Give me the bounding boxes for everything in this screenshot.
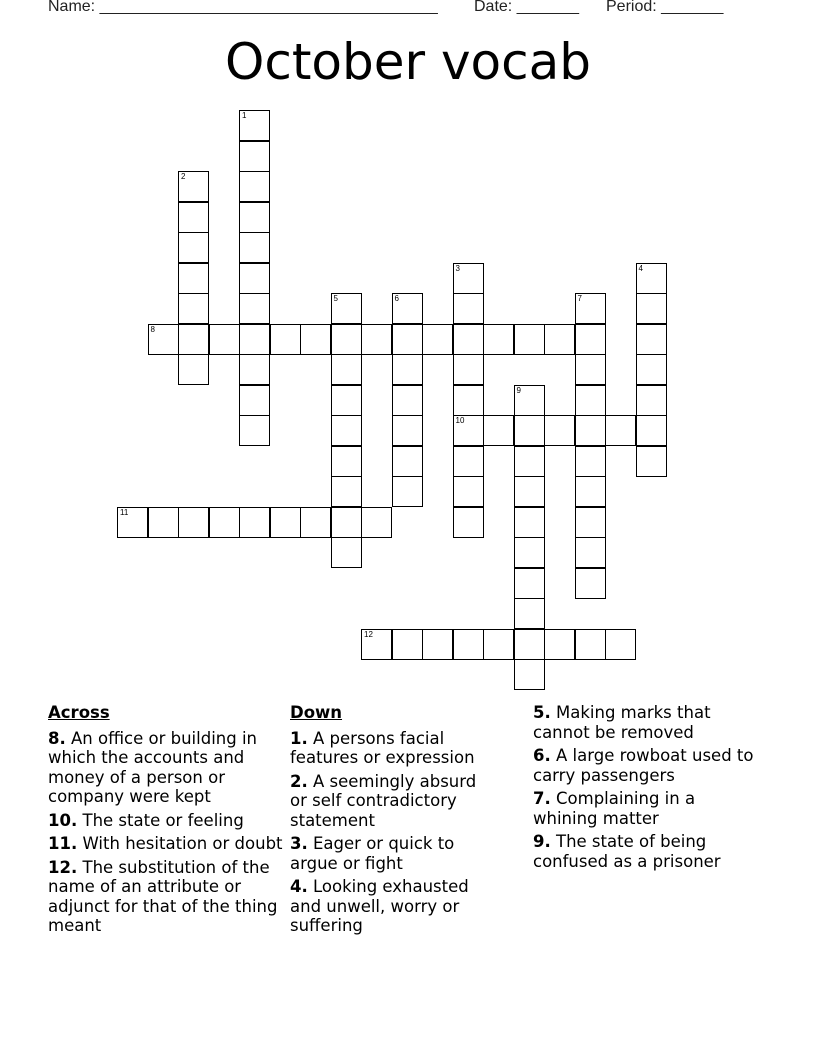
crossword-cell[interactable] [605, 415, 636, 446]
crossword-cell[interactable] [575, 537, 606, 568]
crossword-cell[interactable] [392, 324, 423, 355]
crossword-cell[interactable] [361, 629, 392, 660]
clue-number-5: 5 [333, 294, 338, 303]
crossword-cell[interactable] [514, 476, 545, 507]
crossword-cell[interactable] [239, 171, 270, 202]
crossword-cell[interactable] [270, 324, 301, 355]
crossword-cell[interactable] [361, 507, 392, 538]
crossword-cell[interactable] [544, 324, 575, 355]
crossword-cell[interactable] [544, 629, 575, 660]
crossword-cell[interactable] [331, 385, 362, 416]
clue-number-10: 10 [455, 416, 465, 425]
crossword-cell[interactable] [514, 598, 545, 629]
crossword-cell[interactable] [331, 415, 362, 446]
crossword-cell[interactable] [575, 507, 606, 538]
clue-down-1: 1. A persons facial features or expression [290, 728, 475, 767]
crossword-cell[interactable] [178, 324, 209, 355]
crossword-cell[interactable] [331, 446, 362, 477]
crossword-cell[interactable] [453, 507, 484, 538]
crossword-cell[interactable] [636, 415, 667, 446]
crossword-cell[interactable] [636, 354, 667, 385]
crossword-cell[interactable] [514, 568, 545, 599]
clue-down-7: 7. Complaining in a whining matter [533, 789, 696, 828]
crossword-cell[interactable] [209, 324, 240, 355]
crossword-cell[interactable] [270, 507, 301, 538]
crossword-cell[interactable] [331, 293, 362, 324]
crossword-cell[interactable] [209, 507, 240, 538]
crossword-cell[interactable] [239, 141, 270, 172]
down-heading: Down [290, 703, 343, 722]
crossword-cell[interactable] [331, 354, 362, 385]
across-clues [48, 703, 284, 940]
crossword-cell[interactable] [605, 629, 636, 660]
crossword-cell[interactable] [514, 415, 545, 446]
clue-down-2: 2. A seemingly absurd or self contradictory statement [290, 771, 477, 830]
crossword-cell[interactable] [575, 293, 606, 324]
crossword-cell[interactable] [453, 446, 484, 477]
crossword-cell[interactable] [422, 629, 453, 660]
crossword-cell[interactable] [148, 507, 179, 538]
crossword-cell[interactable] [331, 537, 362, 568]
across-heading: Across [48, 703, 110, 722]
clue-number-8: 8 [150, 324, 155, 334]
crossword-cell[interactable] [514, 659, 545, 690]
crossword-cell[interactable] [178, 171, 209, 202]
clue-down-5: 5. Making marks that cannot be removed [533, 703, 711, 742]
crossword-cell[interactable] [575, 446, 606, 477]
crossword-cell[interactable] [239, 324, 270, 355]
crossword-cell[interactable] [178, 263, 209, 294]
clue-across-11: 11. With hesitation or doubt [48, 834, 283, 853]
crossword-cell[interactable] [239, 202, 270, 233]
crossword-cell[interactable] [514, 446, 545, 477]
crossword-cell[interactable] [239, 263, 270, 294]
crossword-cell[interactable] [422, 324, 453, 355]
crossword-cell[interactable] [575, 415, 606, 446]
crossword-cell[interactable] [453, 415, 484, 446]
crossword-cell[interactable] [636, 324, 667, 355]
crossword-cell[interactable] [392, 415, 423, 446]
crossword-cell[interactable] [178, 293, 209, 324]
crossword-cell[interactable] [453, 354, 484, 385]
crossword-cell[interactable] [453, 385, 484, 416]
clue-number-9: 9 [516, 385, 521, 395]
crossword-cell[interactable] [453, 476, 484, 507]
crossword-cell[interactable] [148, 324, 179, 355]
down-clues-continued [533, 703, 763, 875]
crossword-cell[interactable] [514, 385, 545, 416]
crossword-cell[interactable] [483, 324, 514, 355]
crossword-cell[interactable] [636, 293, 667, 324]
crossword-cell[interactable] [331, 507, 362, 538]
crossword-cell[interactable] [514, 537, 545, 568]
clue-number-7: 7 [577, 294, 582, 303]
clue-number-4: 4 [638, 263, 643, 273]
crossword-cell[interactable] [392, 354, 423, 385]
crossword-cell[interactable] [178, 202, 209, 233]
crossword-cell[interactable] [514, 507, 545, 538]
clue-across-8: 8. An office or building in which the accounts and money of a person or company were kept [48, 728, 258, 806]
crossword-cell[interactable] [453, 324, 484, 355]
crossword-cell[interactable] [514, 629, 545, 660]
crossword-cell[interactable] [636, 263, 667, 294]
clue-down-9: 9. The state of being confused as a prisoner [533, 832, 721, 871]
crossword-cell[interactable] [636, 446, 667, 477]
period-field-label: Period: _______ [606, 0, 724, 15]
crossword-cell[interactable] [636, 385, 667, 416]
crossword-cell[interactable] [453, 629, 484, 660]
crossword-cell[interactable] [483, 629, 514, 660]
crossword-cell[interactable] [117, 507, 148, 538]
clue-down-6: 6. A large rowboat used to carry passengers [533, 746, 754, 785]
page-title: October vocab [224, 33, 592, 91]
crossword-cell[interactable] [575, 476, 606, 507]
clue-across-10: 10. The state or feeling [48, 810, 244, 830]
crossword-cell[interactable] [300, 324, 331, 355]
crossword-cell[interactable] [239, 354, 270, 385]
name-field-label: Name: ______________________________________ [48, 0, 438, 15]
clue-number-11: 11 [120, 507, 129, 517]
crossword-cell[interactable] [514, 324, 545, 355]
crossword-cell[interactable] [361, 324, 392, 355]
crossword-cell[interactable] [239, 293, 270, 324]
date-field-label: Date: _______ [474, 0, 579, 15]
crossword-cell[interactable] [178, 507, 209, 538]
clue-down-3: 3. Eager or quick to argue or fight [290, 834, 455, 873]
crossword-cell[interactable] [575, 629, 606, 660]
down-clues [290, 703, 496, 940]
crossword-cell[interactable] [239, 385, 270, 416]
crossword-cell[interactable] [392, 476, 423, 507]
crossword-cell[interactable] [392, 446, 423, 477]
crossword-cell[interactable] [239, 232, 270, 263]
crossword-cell[interactable] [575, 354, 606, 385]
clue-number-12: 12 [364, 629, 373, 639]
crossword-cell[interactable] [392, 629, 423, 660]
crossword-cell[interactable] [453, 263, 484, 294]
crossword-cell[interactable] [239, 110, 270, 141]
crossword-cell[interactable] [331, 324, 362, 355]
clue-number-3: 3 [455, 263, 460, 273]
clue-number-1: 1 [242, 111, 247, 120]
crossword-cell[interactable] [178, 232, 209, 263]
crossword-cell[interactable] [178, 354, 209, 385]
crossword-cell[interactable] [575, 568, 606, 599]
clue-number-2: 2 [181, 172, 186, 181]
clue-down-4: 4. Looking exhausted and unwell, worry or suffering [290, 877, 469, 935]
crossword-cell[interactable] [575, 324, 606, 355]
crossword-cell[interactable] [239, 507, 270, 538]
crossword-cell[interactable] [575, 385, 606, 416]
crossword-cell[interactable] [392, 293, 423, 324]
clue-number-6: 6 [394, 294, 399, 303]
crossword-cell[interactable] [544, 415, 575, 446]
clue-across-12: 12. The substitution of the name of an attribute or adjunct for that of the thing meant [48, 857, 278, 935]
crossword-cell[interactable] [483, 415, 514, 446]
crossword-cell[interactable] [392, 385, 423, 416]
crossword-cell[interactable] [453, 293, 484, 324]
crossword-cell[interactable] [331, 476, 362, 507]
crossword-cell[interactable] [239, 415, 270, 446]
crossword-cell[interactable] [300, 507, 331, 538]
